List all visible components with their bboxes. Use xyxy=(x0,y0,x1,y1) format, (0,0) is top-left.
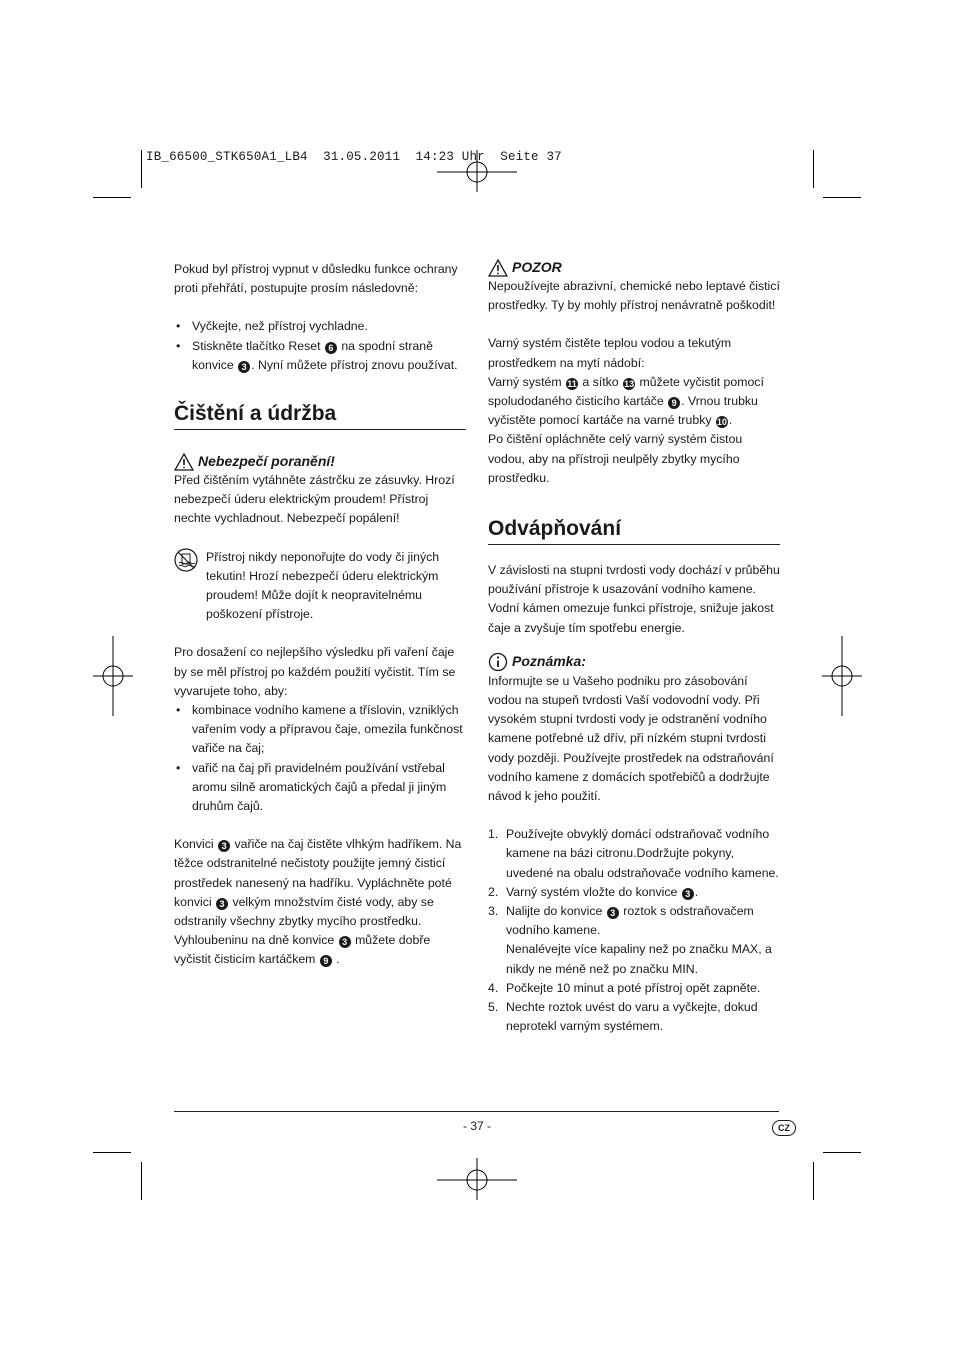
list-item: 3. Nalijte do konvice 3 roztok s odstraňovačem vodního kamene. Nenalévejte více kapaliny než po značku MAX, a nikdy ne méně než po značku MIN. xyxy=(488,904,772,976)
registration-mark-left xyxy=(93,636,133,716)
page-number: - 37 - xyxy=(462,1119,491,1133)
brew-system-text: Varný systém 11 a sítko 13 můžete vyčistit pomocí spoludodaného čisticího kartáče 9 . Vrnou trubku vyčistěte pomocí kartáče na varné trubky 10 . xyxy=(488,374,764,428)
registration-mark-top xyxy=(437,150,517,198)
caution-heading: POZOR xyxy=(488,258,780,277)
part-number-badge: 10 xyxy=(716,417,727,428)
part-number-badge: 6 xyxy=(325,342,337,354)
descaling-text: V závislosti na stupni tvrdosti vody dochází v průběhu používání přístroje k usazování vodního kamene. Vodní kámen omezuje funkci přístroje, snižuje jakost čaje a zvyšuje tím spotřebu energie. xyxy=(488,563,780,635)
part-number-badge: 11 xyxy=(567,378,577,389)
section-title-descaling: Odvápňování xyxy=(488,516,780,545)
registration-mark-right xyxy=(822,636,862,716)
print-slug: IB_66500_STK650A1_LB4 31.05.2011 14:23 Uhr Seite 37 xyxy=(146,150,562,164)
part-number-badge: 3 xyxy=(216,898,228,910)
list-item: 2. Varný systém vložte do konvice 3 . xyxy=(488,884,699,899)
right-column xyxy=(488,258,780,1037)
overheat-steps xyxy=(174,317,466,375)
footer-rule xyxy=(174,1111,779,1112)
note-heading: Poznámka: xyxy=(488,652,780,672)
part-number-badge: 9 xyxy=(668,397,680,409)
warning-triangle-icon xyxy=(174,453,194,471)
part-number-badge: 3 xyxy=(607,907,619,919)
warning-heading: Nebezpečí poranění! xyxy=(174,452,466,471)
list-item: • vařič na čaj při pravidelném používání vstřebal aromu silně aromatických čajů a předal ji jiným druhům čajů. xyxy=(174,759,466,817)
list-item: 5. Nechte roztok uvést do varu a vyčkejte, dokud neprotekl varným systémem. xyxy=(488,1000,758,1034)
no-immersion-note: Přístroj nikdy neponořujte do vody či jiných tekutin! Hrozí nebezpečí úderu elektrickým proudem! Může dojít k neopravitelnému poškození přístroje. xyxy=(174,548,466,625)
part-number-badge: 9 xyxy=(320,955,332,967)
part-number-badge: 3 xyxy=(218,840,230,852)
part-number-badge: 3 xyxy=(339,936,351,948)
registration-mark-bottom xyxy=(437,1158,517,1200)
warning-triangle-icon xyxy=(488,259,508,277)
left-column xyxy=(174,260,466,970)
part-number-badge: 3 xyxy=(238,361,250,373)
part-number-badge: 3 xyxy=(682,888,694,900)
descaling-steps xyxy=(488,825,780,1036)
kettle-cleaning-text: Konvici 3 vařiče na čaj čistěte vlhkým hadříkem. Na těžce odstranitelné nečistoty použijte jemný čisticí prostředek nanesený na hadříku. Vypláchněte poté konvici 3 velkým množstvím čisté vody, aby se odstranily všechny zbytky mycího prostředku. Vyhloubeninu na dně konvice 3 můžete dobře vyčistit čisticím kartáčkem 9 . xyxy=(174,837,462,967)
info-icon xyxy=(488,652,508,672)
language-badge: CZ xyxy=(772,1120,796,1136)
warning-text: Před čištěním vytáhněte zástrčku ze zásuvky. Hrozí nebezpečí úderu elektrickým proudem! Přístroj nechte vychladnout. Nebezpečí popálení! xyxy=(174,473,455,526)
list-item: 4. Počkejte 10 minut a poté přístroj opět zapněte. xyxy=(488,980,761,995)
list-item: • Stiskněte tlačítko Reset 6 na spodní straně konvice 3 . Nyní můžete přístroj znovu používat. xyxy=(174,337,466,375)
note-text: Informujte se u Vašeho podniku pro zásobování vodou na stupeň tvrdosti Vaší vodovodní vody. Při vysokém stupni tvrdosti vody je odstranění vodního kamene potřebné už dřív, při nízkém stupni tvrdosti vody později. Používejte prostředek na odstraňování vodního kamene z domácích spotřebičů a dodržujte návod k jeho použití. xyxy=(488,673,774,804)
brew-system-rinse: Po čištění opláchněte celý varný systém čistou vodou, aby na přístroji neulpěly zbytky mycího prostředku. xyxy=(488,432,743,485)
section-title-cleaning: Čištění a údržba xyxy=(174,401,466,430)
list-item: 1. Používejte obvyklý domácí odstraňovač vodního kamene na bázi citronu.Dodržujte pokyny, uvedené na obalu odstraňovače vodního kamene. xyxy=(488,827,779,880)
list-item: • kombinace vodního kamene a tříslovin, vzniklých vařením vody a přípravou čaje, omezila funkčnost vařiče na čaj; xyxy=(174,701,466,759)
brew-system-intro: Varný systém čistěte teplou vodou a tekutým prostředkem na mytí nádobí: xyxy=(488,336,732,370)
part-number-badge: 13 xyxy=(624,378,635,389)
caution-text: Nepoužívejte abrazivní, chemické nebo leptavé čisticí prostředky. Ty by mohly přístroj nenávratně poškodit! xyxy=(488,279,780,313)
no-immersion-icon xyxy=(174,548,198,572)
list-item: • Vyčkejte, než přístroj vychladne. xyxy=(174,317,466,336)
cleaning-result-text: Pro dosažení co nejlepšího výsledku při vaření čaje by se měl přístroj po každém použití vyčistit. Tím se vyvarujete toho, aby: xyxy=(174,645,456,698)
cleaning-reasons xyxy=(174,701,466,816)
overheat-intro: Pokud byl přístroj vypnut v důsledku funkce ochrany proti přehřátí, postupujte prosím následovně: xyxy=(174,262,458,296)
